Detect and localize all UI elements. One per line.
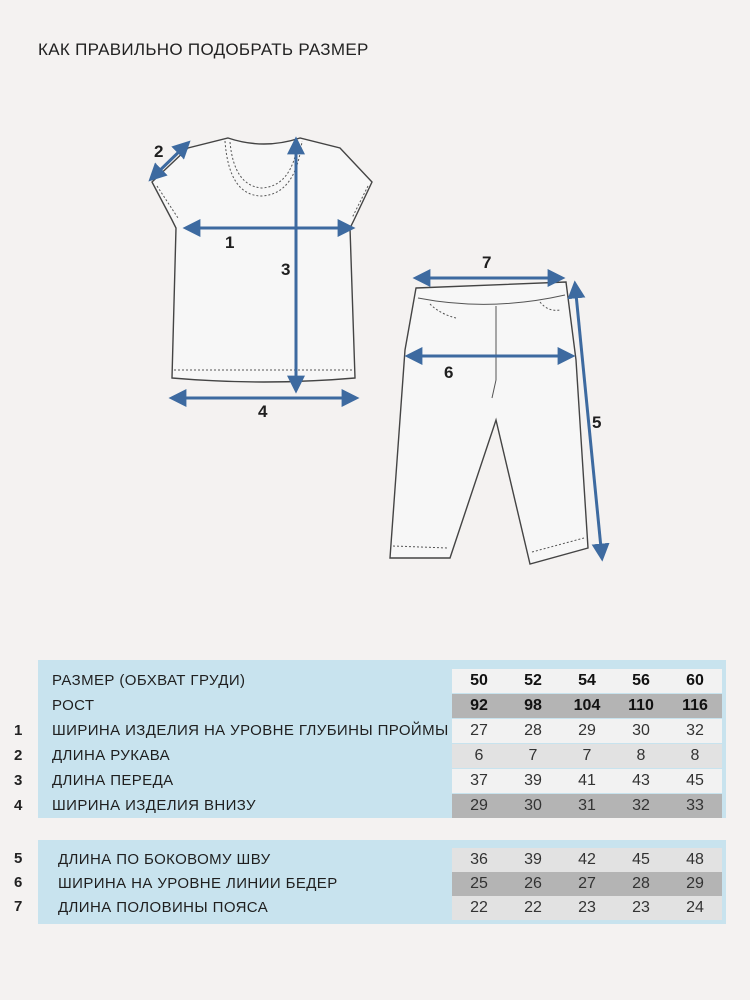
size-value: 52: [524, 672, 542, 689]
cell-value: 39: [524, 851, 542, 868]
cell-value: 23: [578, 899, 596, 916]
cell-value: 8: [690, 747, 700, 764]
row-label: ДЛИНА РУКАВА: [52, 747, 171, 764]
label-1: 1: [225, 233, 235, 252]
row-label: ШИРИНА ИЗДЕЛИЯ ВНИЗУ: [52, 797, 256, 814]
cell-value: 45: [632, 851, 650, 868]
height-value: 110: [628, 697, 654, 714]
cell-value: 37: [470, 772, 488, 789]
size-value: 56: [632, 672, 650, 689]
cell-value: 31: [578, 797, 596, 814]
height-value: 92: [470, 697, 488, 714]
cell-value: 27: [470, 722, 488, 739]
row-label: ДЛИНА ПОЛОВИНЫ ПОЯСА: [58, 899, 269, 916]
cell-value: 32: [686, 722, 704, 739]
height-value: 116: [682, 697, 708, 714]
size-header-row: [38, 669, 726, 693]
cell-value: 43: [632, 772, 650, 789]
top-size-table: [38, 660, 726, 818]
cell-value: 28: [524, 722, 542, 739]
height-value: 104: [573, 697, 601, 714]
height-row: [38, 694, 726, 718]
cell-value: 30: [524, 797, 542, 814]
cell-value: 23: [632, 899, 650, 916]
cell-value: 26: [524, 875, 542, 892]
cell-value: 29: [470, 797, 488, 814]
cell-value: 25: [470, 875, 488, 892]
size-value: 60: [686, 672, 704, 689]
label-5: 5: [592, 413, 602, 432]
cell-value: 29: [578, 722, 596, 739]
row-number: 4: [14, 797, 23, 814]
row-number: 5: [14, 850, 23, 867]
cell-value: 41: [578, 772, 596, 789]
cell-value: 24: [686, 899, 704, 916]
label-7: 7: [482, 253, 492, 272]
row-number: 6: [14, 874, 23, 891]
cell-value: 29: [686, 875, 704, 892]
row-number: 2: [14, 747, 23, 764]
cell-value: 22: [524, 899, 542, 916]
row-label: ШИРИНА НА УРОВНЕ ЛИНИИ БЕДЕР: [58, 875, 338, 892]
page-title: КАК ПРАВИЛЬНО ПОДОБРАТЬ РАЗМЕР: [38, 40, 369, 59]
row-number: 7: [14, 898, 23, 915]
cell-value: 7: [528, 747, 538, 764]
row-number: 3: [14, 772, 23, 789]
cell-value: 32: [632, 797, 650, 814]
label-6: 6: [444, 363, 454, 382]
table-row: [38, 848, 726, 872]
cell-value: 39: [524, 772, 542, 789]
cell-value: 22: [470, 899, 488, 916]
size-header-label: РАЗМЕР (ОБХВАТ ГРУДИ): [52, 672, 246, 689]
cell-value: 42: [578, 851, 596, 868]
cell-value: 45: [686, 772, 704, 789]
cell-value: 33: [686, 797, 704, 814]
cell-value: 36: [470, 851, 488, 868]
cell-value: 6: [474, 747, 484, 764]
row-number: 1: [14, 722, 23, 739]
table-row: [38, 769, 726, 793]
height-value: 98: [524, 697, 542, 714]
tshirt-drawing: [152, 138, 372, 382]
cell-value: 30: [632, 722, 650, 739]
table-row: [38, 896, 726, 920]
cell-value: 28: [632, 875, 650, 892]
row-label: ДЛИНА ПО БОКОВОМУ ШВУ: [58, 851, 271, 868]
height-label: РОСТ: [52, 697, 95, 714]
label-3: 3: [281, 260, 291, 279]
label-2: 2: [154, 142, 164, 161]
table-row: [38, 719, 726, 743]
table-row: [38, 872, 726, 896]
size-value: 50: [470, 672, 488, 689]
cell-value: 7: [582, 747, 592, 764]
row-label: ДЛИНА ПЕРЕДА: [52, 772, 174, 789]
table-row: [38, 744, 726, 768]
pants-drawing: [390, 282, 588, 564]
cell-value: 8: [636, 747, 646, 764]
bottom-size-table: [38, 840, 726, 924]
size-value: 54: [578, 672, 596, 689]
cell-value: 48: [686, 851, 704, 868]
table-row: [38, 794, 726, 818]
label-4: 4: [258, 402, 268, 421]
row-label: ШИРИНА ИЗДЕЛИЯ НА УРОВНЕ ГЛУБИНЫ ПРОЙМЫ: [52, 722, 449, 739]
cell-value: 27: [578, 875, 596, 892]
